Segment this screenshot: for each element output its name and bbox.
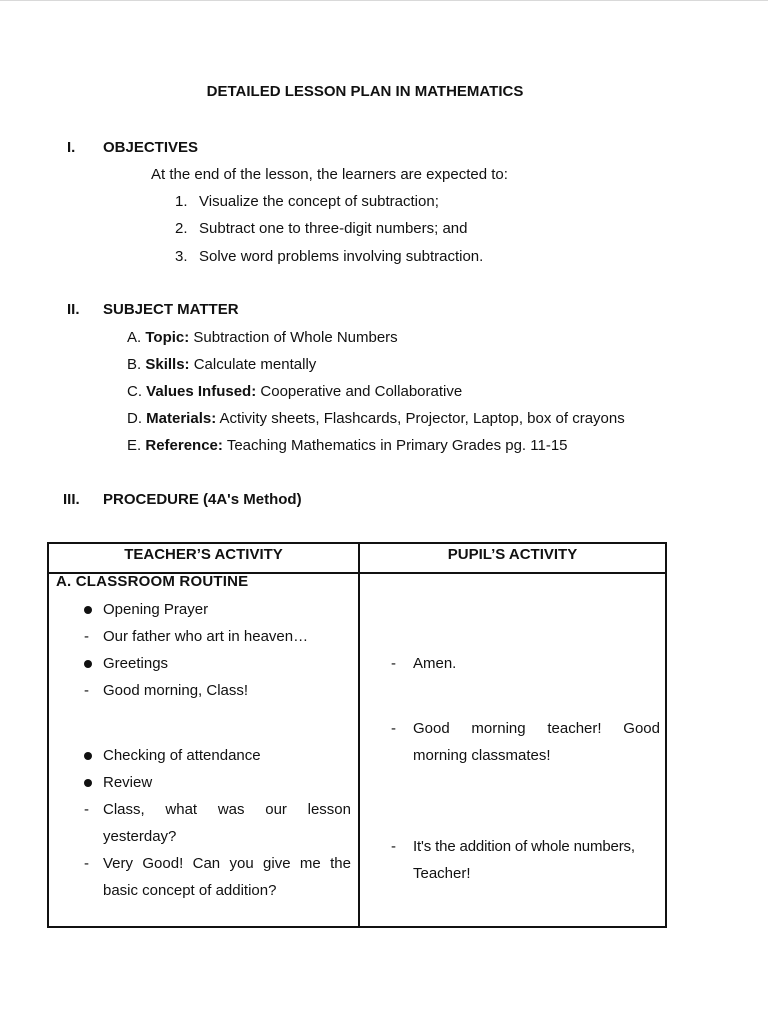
section-numeral-objectives: I. xyxy=(67,139,76,156)
dash-icon: - xyxy=(391,838,396,855)
dash-icon: - xyxy=(84,855,89,872)
teacher-question-lesson-line1: Class, what was our lesson xyxy=(103,801,351,818)
dash-icon: - xyxy=(84,801,89,818)
subject-item-letter: A. xyxy=(127,329,142,346)
section-heading-subject-matter: SUBJECT MATTER xyxy=(103,301,239,318)
dash-icon: - xyxy=(84,682,89,699)
teacher-item-attendance: Checking of attendance xyxy=(103,747,261,764)
table-column-divider xyxy=(358,544,360,926)
dash-icon: - xyxy=(391,720,396,737)
objective-number: 1. xyxy=(175,193,188,210)
subject-item-label: Materials: xyxy=(146,410,217,427)
teacher-line-greeting: Good morning, Class! xyxy=(103,682,249,699)
subject-item-label: Values Infused: xyxy=(146,383,257,400)
teacher-item-greetings: Greetings xyxy=(103,655,169,672)
section-numeral-procedure: III. xyxy=(63,491,80,508)
subject-item xyxy=(127,329,398,346)
teacher-line-prayer: Our father who art in heaven… xyxy=(103,628,309,645)
document-title: DETAILED LESSON PLAN IN MATHEMATICS xyxy=(206,83,524,100)
subject-item xyxy=(127,437,568,454)
pupil-response-answer-line2: Teacher! xyxy=(413,865,471,882)
teacher-item-opening-prayer: Opening Prayer xyxy=(103,601,209,618)
subject-item-letter: C. xyxy=(127,383,142,400)
subject-item-text: Subtraction of Whole Numbers xyxy=(193,329,398,346)
pupil-response-amen: Amen. xyxy=(413,655,457,672)
dash-icon: - xyxy=(84,628,89,645)
section-heading-objectives: OBJECTIVES xyxy=(103,139,199,156)
objective-number: 3. xyxy=(175,248,188,265)
bullet-icon xyxy=(84,606,92,614)
activity-table xyxy=(47,542,667,928)
bullet-icon xyxy=(84,660,92,668)
subject-item-text: Teaching Mathematics in Primary Grades pg. 11-15 xyxy=(226,437,568,454)
objective-text: Subtract one to three-digit numbers; and xyxy=(199,220,468,237)
pupil-response-greeting-line2: morning classmates! xyxy=(413,747,551,764)
page-top-border xyxy=(0,0,768,1)
pupil-response-answer-line1: It's the addition of whole numbers, xyxy=(413,838,635,855)
subject-item xyxy=(127,410,625,427)
bullet-icon xyxy=(84,752,92,760)
objective-text: Solve word problems involving subtraction. xyxy=(199,248,484,265)
objectives-intro: At the end of the lesson, the learners are expected to: xyxy=(151,166,508,183)
subject-item xyxy=(127,356,316,373)
bullet-icon xyxy=(84,779,92,787)
teacher-question-lesson-line2: yesterday? xyxy=(103,828,177,845)
subject-item-text: Calculate mentally xyxy=(193,356,317,373)
subject-item-label: Skills: xyxy=(145,356,190,373)
table-header-pupil: PUPIL’S ACTIVITY xyxy=(447,546,578,563)
subject-item xyxy=(127,383,462,400)
teacher-item-review: Review xyxy=(103,774,153,791)
subject-item-letter: E. xyxy=(127,437,142,454)
section-heading-procedure: PROCEDURE (4A's Method) xyxy=(103,491,302,508)
table-header-teacher: TEACHER’S ACTIVITY xyxy=(124,546,283,563)
teacher-question-addition-line2: basic concept of addition? xyxy=(103,882,277,899)
subject-item-letter: B. xyxy=(127,356,142,373)
objective-number: 2. xyxy=(175,220,188,237)
subject-item-text: Cooperative and Collaborative xyxy=(260,383,463,400)
subject-item-letter: D. xyxy=(127,410,142,427)
section-classroom-routine: A. CLASSROOM ROUTINE xyxy=(56,573,249,590)
subject-item-label: Reference: xyxy=(145,437,223,454)
subject-item-text: Activity sheets, Flashcards, Projector, Laptop, box of crayons xyxy=(219,410,625,427)
objective-text: Visualize the concept of subtraction; xyxy=(199,193,439,210)
subject-item-label: Topic: xyxy=(145,329,190,346)
teacher-question-addition-line1: Very Good! Can you give me the xyxy=(103,855,351,872)
dash-icon: - xyxy=(391,655,396,672)
section-numeral-subject-matter: II. xyxy=(67,301,80,318)
pupil-response-greeting-line1: Good morning teacher! Good xyxy=(413,720,660,737)
